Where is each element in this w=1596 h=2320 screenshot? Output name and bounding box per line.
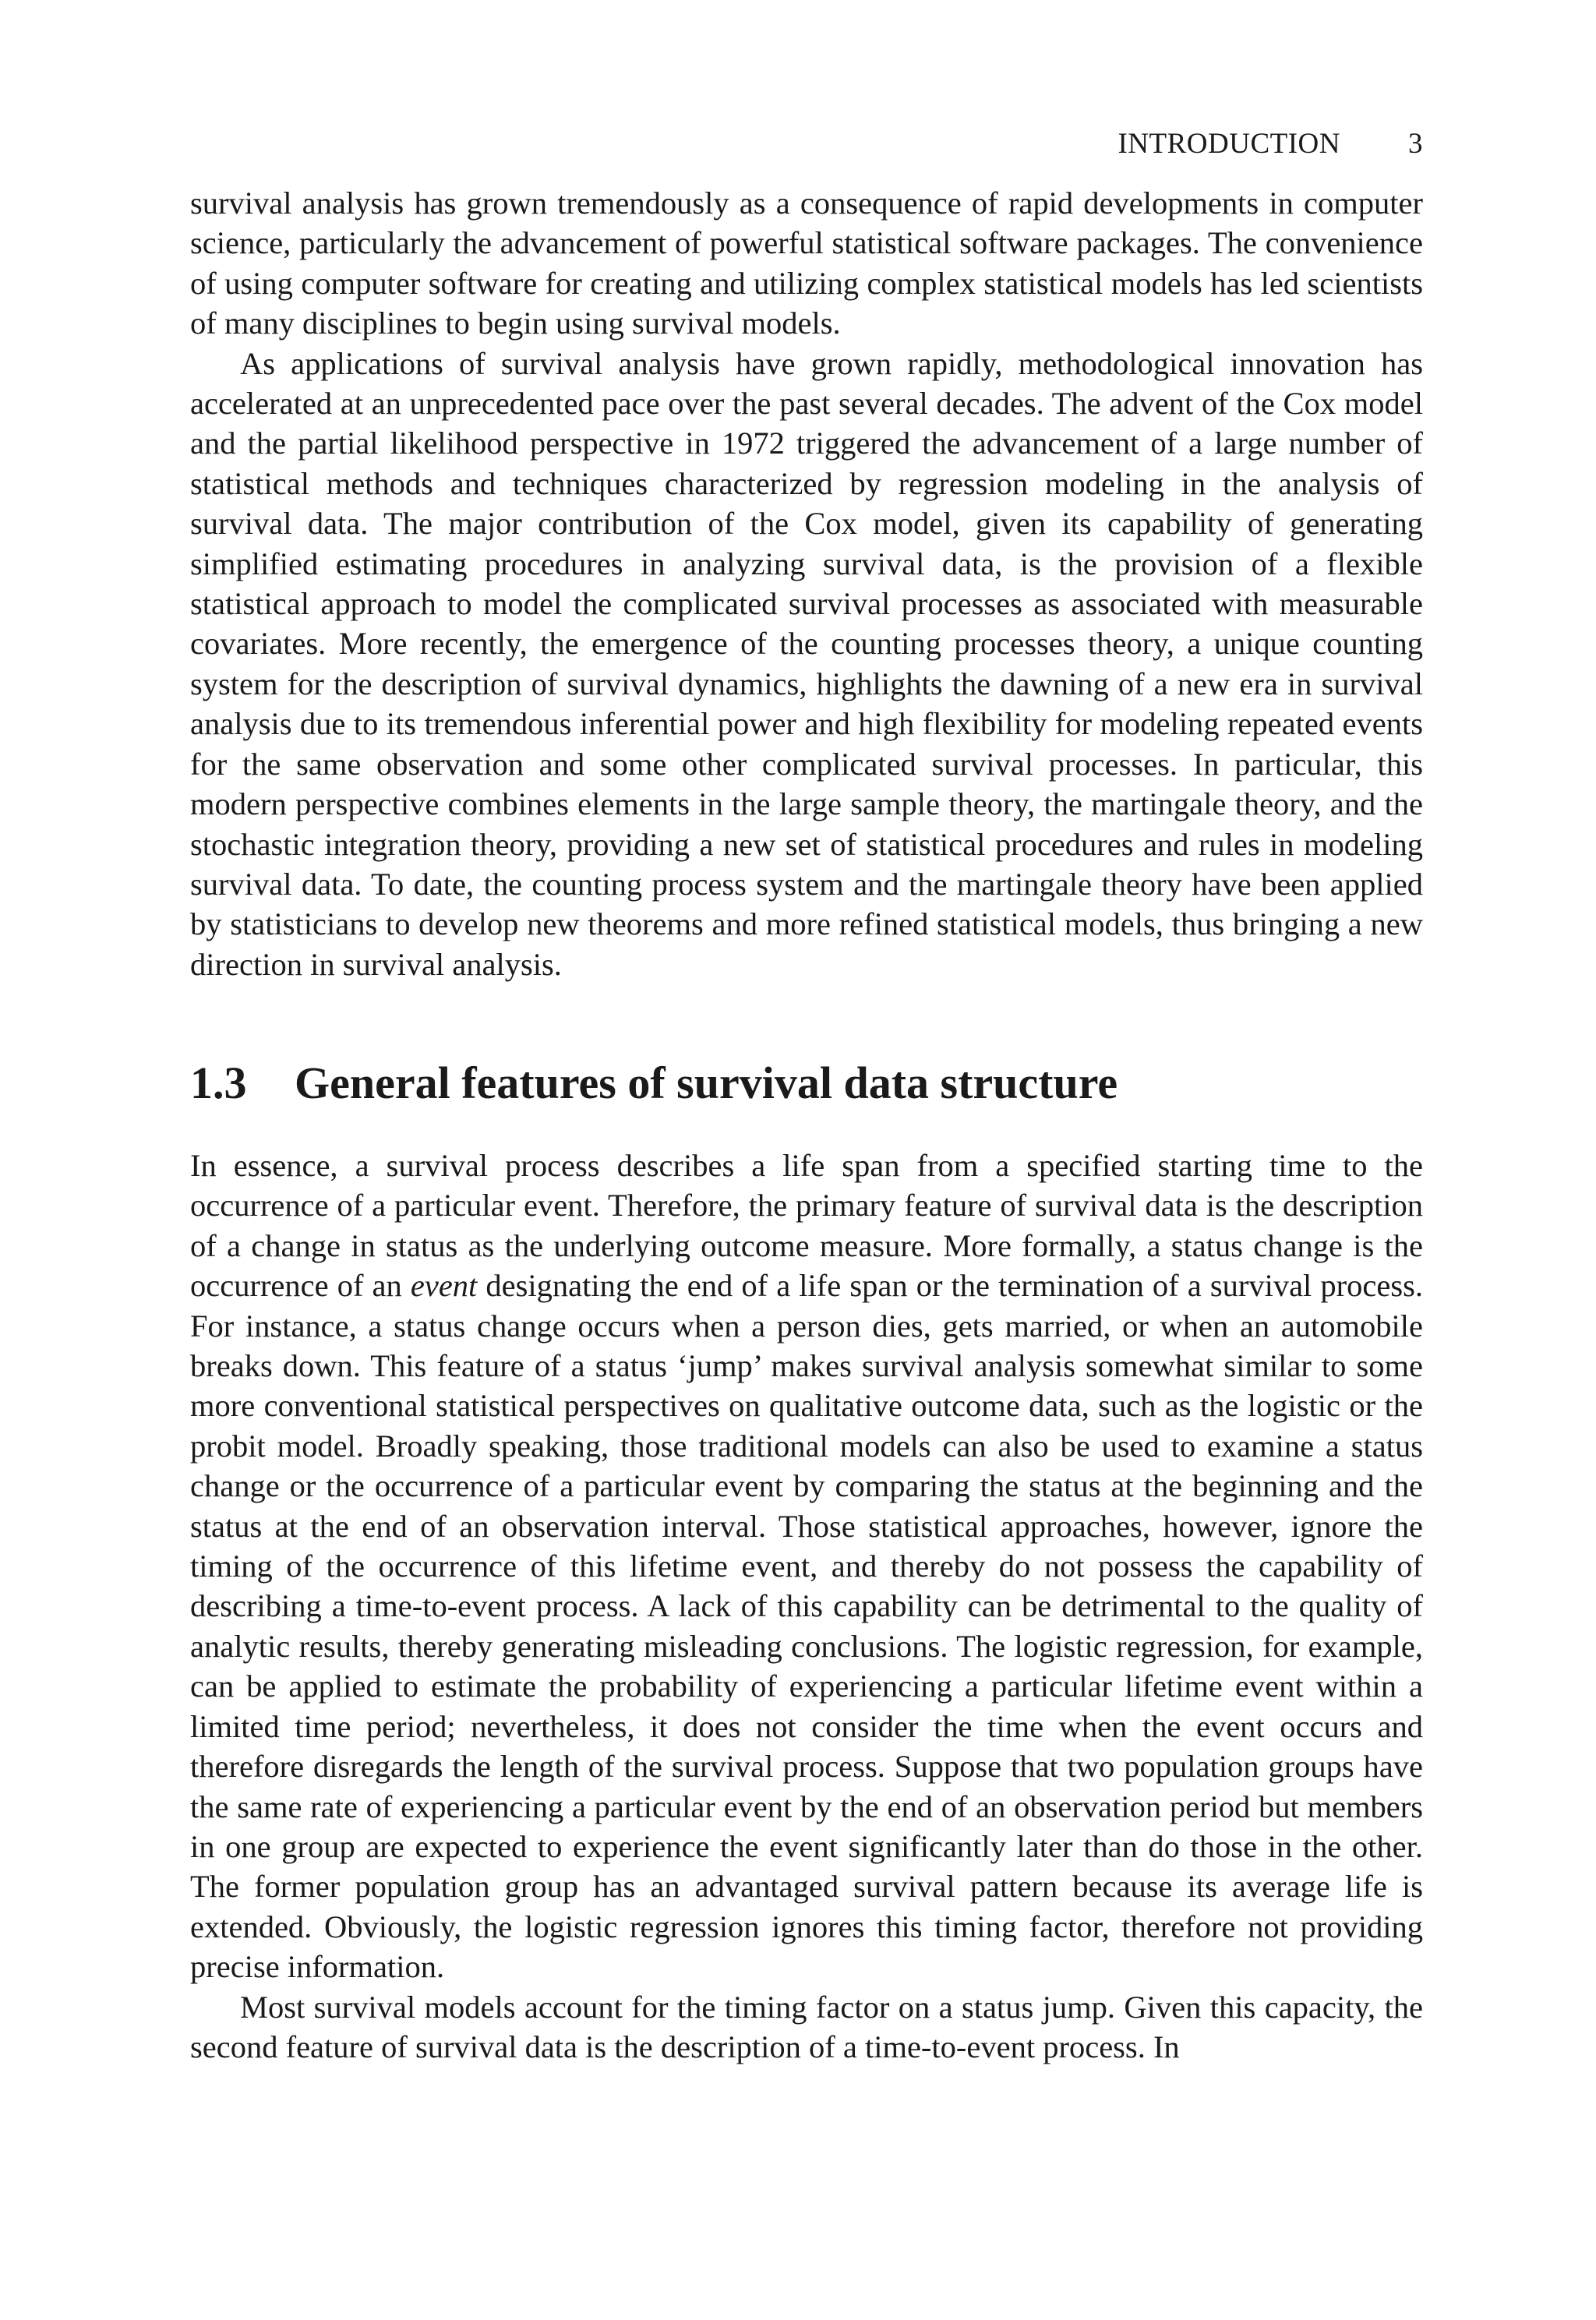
section-heading [190, 1056, 1423, 1111]
paragraph-survival-process [190, 1146, 1423, 1987]
paragraph-continued: survival analysis has grown tremendously as a consequence of rapid developments in computer science, particularly the advancement of powerful statistical software packages. The convenience of using computer software for creating and utilizing complex statistical models has led scientists of many disciplines to begin using survival models. [190, 185, 1423, 341]
paragraph-text-part-1: In essence, a survival process describes a life span from a specified starting time to the occurrence of a particular event. Therefore, the primary feature of survival data is the description of a change in status as the underlying outcome measure. More formally, a status change is the occurrence of an [190, 1148, 1423, 1304]
page-number: 3 [1408, 128, 1423, 160]
paragraph-timing-factor: Most survival models account for the timing factor on a status jump. Given this capacity, the second feature of survival data is the description of a time-to-event process. In [190, 1989, 1423, 2064]
section-number: 1.3 [190, 1058, 247, 1108]
running-head-title: INTRODUCTION [1118, 128, 1340, 160]
section-title: General features of survival data structure [295, 1058, 1118, 1108]
running-head [190, 123, 1423, 165]
body-text-after-section [190, 1146, 1423, 2067]
paragraph-methodological-innovation: As applications of survival analysis have grown rapidly, methodological innovation has accelerated at an unprecedented pace over the past several decades. The advent of the Cox model and the partial likelihood perspective in 1972 triggered the advancement of a large number of statistical methods and techniques characterized by regression modeling in the analysis of survival data. The major contribution of the Cox model, given its capability of generating simplified estimating procedures in analyzing survival data, is the provision of a flexible statistical approach to model the complicated survival processes as associated with measurable covariates. More recently, the emergence of the counting processes theory, a unique counting system for the description of survival dynamics, highlights the dawning of a new era in survival analysis due to its tremendous inferential power and high flexibility for modeling repeated events for the same observation and some other complicated survival processes. In particular, this modern perspective combines elements in the large sample theory, the martingale theory, and the stochastic integration theory, providing a new set of statistical procedures and rules in modeling survival data. To date, the counting process system and the martingale theory have been applied by statisticians to develop new theorems and more refined statistical models, thus bringing a new direction in survival analysis. [190, 345, 1423, 982]
body-text-before-section [190, 183, 1423, 984]
paragraph-text-part-2: designating the end of a life span or the termination of a survival process. For instance, a status change occurs when a person dies, gets married, or when an automobile breaks down. This feature of a status ‘jump’ makes survival analysis somewhat similar to some more conventional statistical perspectives on qualitative outcome data, such as the logistic or the probit model. Broadly speaking, those traditional models can also be used to examine a status change or the occurrence of a particular event by comparing the status at the beginning and the status at the end of an observation interval. Those statistical approaches, however, ignore the timing of the occurrence of this lifetime event, and thereby do not possess the capability of describing a time-to-event process. A lack of this capability can be detrimental to the quality of analytic results, thereby generating misleading conclusions. The logistic regression, for example, can be applied to estimate the probability of experiencing a particular lifetime event within a limited time period; nevertheless, it does not consider the time when the event occurs and therefore disregards the length of the survival process. Suppose that two population groups have the same rate of experiencing a particular event by the end of an observation period but members in one group are expected to experience the event significantly later than do those in the other. The former population group has an advantaged survival pattern because its average life is extended. Obviously, the logistic regression ignores this timing factor, therefore not providing precise information. [190, 1268, 1423, 1985]
emphasized-term: event [410, 1268, 478, 1304]
